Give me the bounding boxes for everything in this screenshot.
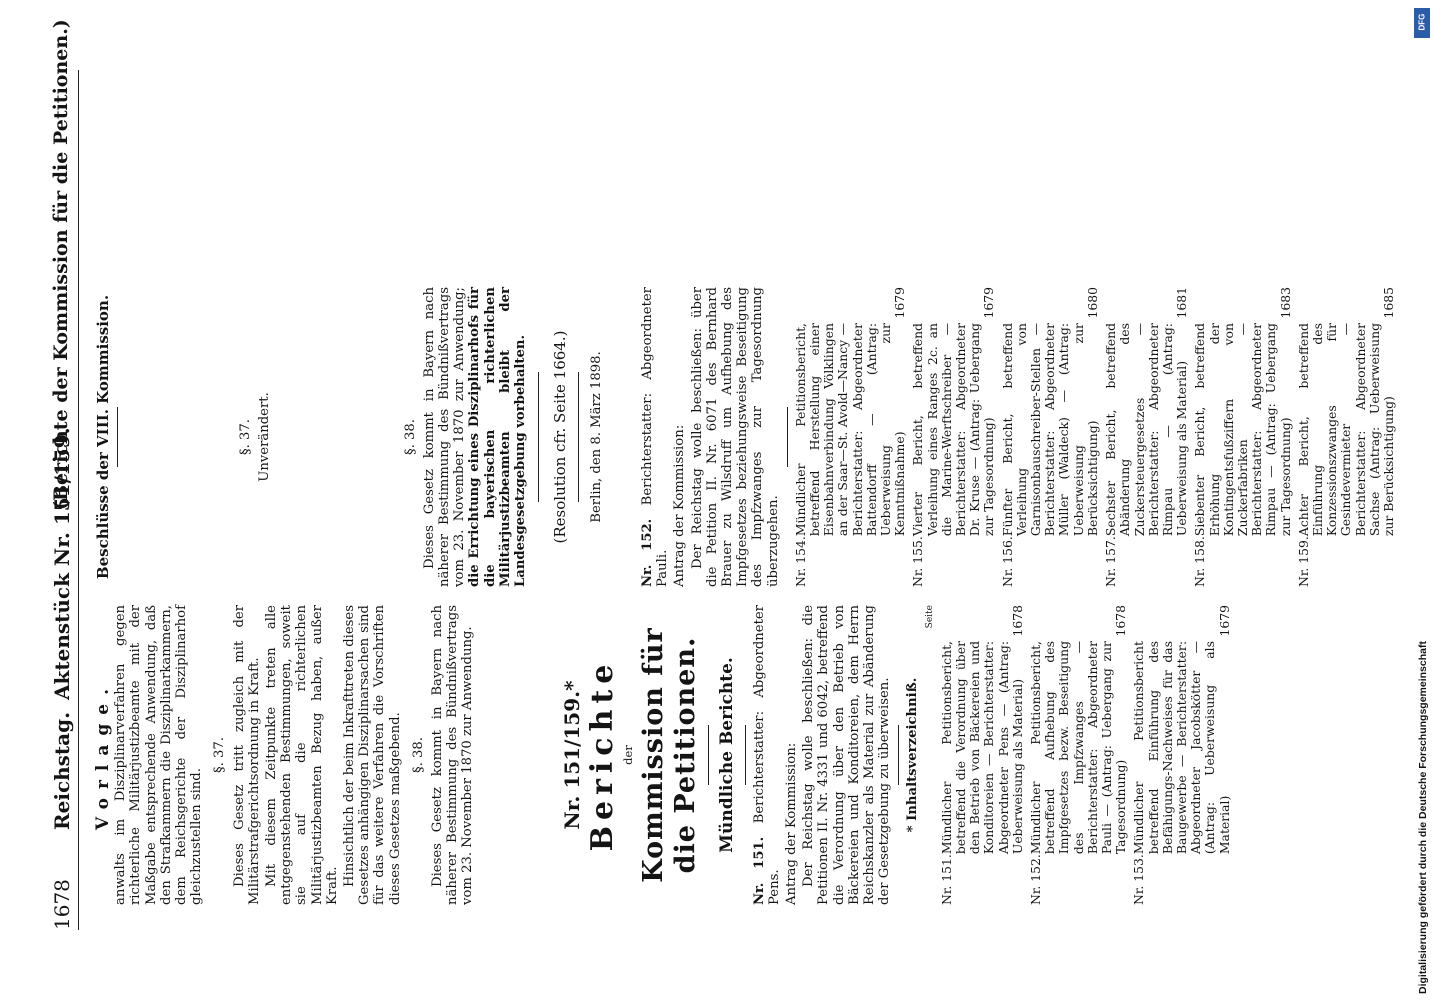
divider: [787, 407, 788, 467]
nr152-text: Der Reichstag wolle beschließen: über die Petition II. Nr. 6071 des Bernhard Brauer zu Wilsdruff um Aufhebung des Impfgesetzes beziehungsweise Beseitigung des Impfzwanges zur Tagesordnung überzugehen.: [689, 287, 781, 587]
divider: [538, 372, 539, 502]
page-number: 1678: [50, 879, 74, 930]
beschluss-section-38-bold: die Errichtung eines Disziplinarhofs für die bayerischen richterlichen Militärjustizbeamten bleibt der Landesgesetzgebung vorbehalten.: [467, 287, 529, 587]
column-vorlage: [93, 605, 478, 905]
nr151-antrag: Antrag der Kommission:: [783, 742, 799, 905]
toc-title: * Inhaltsverzeichniß.: [905, 677, 921, 833]
resolution-note: (Resolution cfr. Seite 1664.): [551, 330, 570, 544]
toc-row-number: Nr. 159.: [1295, 536, 1311, 587]
toc-row-number: Nr. 158.: [1192, 536, 1208, 587]
toc-row-text: Mündlicher Petitionsbericht betreffend Einführung des Befähigungs-Nachweises für das Baugewerbe — Berichterstatter: Abgeordneter Jacobskötter — (Antrag: Ueberweisung als Material): [1131, 641, 1232, 855]
beschluss-section-38-text: Dieses Gesetz kommt in Bayern nach näherer Bestimmung des Bündnißvertrags vom 23. November 1870 zur Anwendung;: [421, 287, 468, 587]
toc-row-page: 1680: [1084, 287, 1100, 319]
column-nr152: [640, 287, 1400, 587]
toc-row-text: Siebenter Bericht, betreffend Erhöhung der Kontingentsfußziffern von Zuckerfabriken — Berichterstatter: Abgeordneter Rimpau — (Antrag: Uebergang zur Tagesordnung): [1192, 323, 1293, 537]
toc-row-page: 1685: [1380, 287, 1396, 319]
beschluss-section-37-text: Unverändert.: [257, 392, 273, 482]
toc-row: [1132, 605, 1235, 905]
header-reichstag: Reichstag.: [50, 711, 74, 830]
berichte-der: der: [621, 745, 635, 765]
divider: [578, 372, 579, 502]
toc-row-number: Nr. 156.: [999, 536, 1015, 587]
toc-row: [794, 287, 912, 587]
toc-row-text: Mündlicher Petitionsbericht, betreffend Aufhebung des Impfgesetzes bezw. Beseitigung des Impfzwanges — Berichterstatter: Abgeordneter Pauli — (Antrag: Uebergang zur Tagesordnung): [1027, 641, 1129, 855]
page-header: [48, 19, 79, 930]
header-aktenstueck: Aktenstück Nr. 151/159.: [50, 427, 74, 700]
toc-row-text: Mündlicher Petitionsbericht, betreffend die Verordnung über den Betrieb von Bäckereien und Konditoreien — Berichterstatter: Abgeordneter Pens — (Antrag: Ueberweisung als Material): [938, 641, 1025, 855]
divider: [117, 407, 118, 467]
nr152-reporter: Berichterstatter: Abgeordneter Pauli.: [640, 287, 671, 587]
toc-row-text: Mündlicher Petitionsbericht, betreffend Herstellung einer Eisenbahnverbindung Völklingen an der Saar—St. Avold—Nancy — Berichterstatter: Abgeordneter Battendorff — (Antrag: Ueberweisung zur Kenntnißnahme): [792, 323, 908, 537]
nr152-label: Nr. 152.: [640, 518, 655, 587]
dfg-logo: [1414, 8, 1430, 38]
toc-row-number: Nr. 154.: [792, 536, 808, 587]
date-line: Berlin, den 8. März 1898.: [589, 351, 605, 523]
toc-row-text: Vierter Bericht, betreffend Verleihung eines Ranges 2c. an die Marine-Werftschreiber — Berichterstatter: Abgeordneter Dr. Kruse — (Antrag: Uebergang zur Tagesordnung): [910, 323, 997, 537]
nr152-head: [640, 287, 670, 587]
toc-row-page: 1678: [1113, 605, 1129, 637]
nr151-head: [752, 605, 782, 905]
toc-row-number: Nr. 152.: [1027, 854, 1043, 905]
toc-row-page: 1679: [981, 287, 997, 319]
beschluss-section-37-label: §. 37.: [238, 419, 254, 455]
toc-row-number: Nr. 155.: [910, 536, 926, 587]
beschluss-section-38-label: §. 38.: [402, 419, 418, 455]
beschluss-section-38-paragraph: [422, 287, 528, 587]
dfg-logo-text: DFG: [1417, 13, 1427, 31]
toc-row: [1001, 287, 1104, 587]
toc-row-page: 1679: [1216, 605, 1232, 637]
toc-row-number: Nr. 151.: [938, 854, 954, 905]
section-38-paragraph: Dieses Gesetz kommt in Bayern nach näherer Bestimmung des Bündnißvertrags vom 23. November 1870 zur Anwendung.: [430, 605, 476, 905]
toc-seite: Seite: [924, 605, 935, 629]
toc-row-text: Achter Bericht, betreffend Einführung des Konzessionszwanges für Gesindevermieter — Berichterstatter: Abgeordneter Sachse (Antrag: Ueberweisung zur Berücksichtigung): [1295, 323, 1396, 537]
toc-row-number: Nr. 157.: [1103, 536, 1119, 587]
toc-row: [940, 605, 1029, 905]
toc-row-page: 1683: [1277, 287, 1293, 319]
toc-row-number: Nr. 153.: [1131, 854, 1147, 905]
header-title: (Berichte der Kommission für die Petitionen.): [50, 19, 72, 510]
berichte-number: Nr. 151/159.*: [560, 680, 584, 830]
berichte-title: Berichte: [585, 658, 620, 852]
toc-row-page: 1678: [1009, 605, 1025, 637]
toc-table-right: [794, 287, 1400, 587]
digitization-credit: Digitalisierung gefördert durch die Deutsche Forschungsgemeinschaft: [1417, 641, 1429, 994]
divider: [708, 725, 709, 785]
beschluesse-heading: Beschlüsse der VIII. Kommission.: [94, 294, 112, 580]
divider: [745, 725, 746, 785]
toc-row-page: 1681: [1174, 287, 1190, 319]
column-berichte: [560, 605, 1236, 905]
section-37-paragraph-3: Hinsichtlich der beim Inkrafttreten dieses Gesetzes anhängigen Disziplinarsachen sind für das weitere Verfahren die Vorschriften dieses Gesetzes maßgebend.: [342, 605, 403, 905]
toc-row-text: Sechster Bericht, betreffend Abänderung des Zuckersteuergesetzes — Berichterstatter: Abgeordneter Rimpau — (Antrag: Ueberweisung als Material): [1103, 323, 1190, 537]
column-beschluesse: [96, 287, 607, 587]
nr151-text: Der Reichstag wolle beschließen: die Petitionen II. Nr. 4331 und 6042, betreffend die Verordnung über den Betrieb von Bäckereien und Konditoreien, dem Herrn Reichskanzler als Material zur Abänderung der Gesetzgebung zu überweisen.: [801, 605, 893, 905]
nr152-antrag: Antrag der Kommission:: [672, 424, 688, 587]
toc-row: [911, 287, 1000, 587]
toc-row: [1029, 605, 1132, 905]
toc-table-left: [940, 605, 1236, 905]
section-37-paragraph-2: Mit diesem Zeitpunkte treten alle entgegenstehenden Bestimmungen, soweit sie auf die richterlichen Militärjustizbeamten Bezug haben, außer Kraft.: [264, 605, 340, 905]
vorlage-intro: anwalts im Disziplinarverfahren gegen richterliche Militärjustizbeamte mit der Maßgabe entsprechende Anwendung, daß den Strafkammern die Disziplinarkammern, dem Reichsgerichte der Disziplinarhof gleichzustellen sind.: [113, 605, 205, 905]
nr151-label: Nr. 151.: [751, 836, 767, 905]
toc-row-page: 1679: [892, 287, 908, 319]
berichte-subtitle: Mündliche Berichte.: [716, 657, 737, 853]
section-37-paragraph-1: Dieses Gesetz tritt zugleich mit der Militärstrafgerichtsordnung in Kraft.: [231, 605, 262, 905]
divider: [898, 725, 899, 785]
toc-row: [1104, 287, 1193, 587]
toc-row: [1193, 287, 1296, 587]
toc-row: [1297, 287, 1400, 587]
toc-row-text: Fünfter Bericht, betreffend Verleihung von Garnisonbauschreiber-Stellen — Berichterstatter: Abgeordneter Müller (Waldeck) — (Antrag: Ueberweisung zur Berücksichtigung): [999, 323, 1100, 537]
vorlage-heading: Vorlage.: [93, 679, 113, 831]
section-37-label: §. 37.: [212, 737, 228, 773]
berichte-commission: Kommission für die Petitionen.: [637, 627, 701, 883]
section-38-label: §. 38.: [410, 737, 426, 773]
nr151-reporter: Berichterstatter: Abgeordneter Pens.: [751, 605, 782, 905]
